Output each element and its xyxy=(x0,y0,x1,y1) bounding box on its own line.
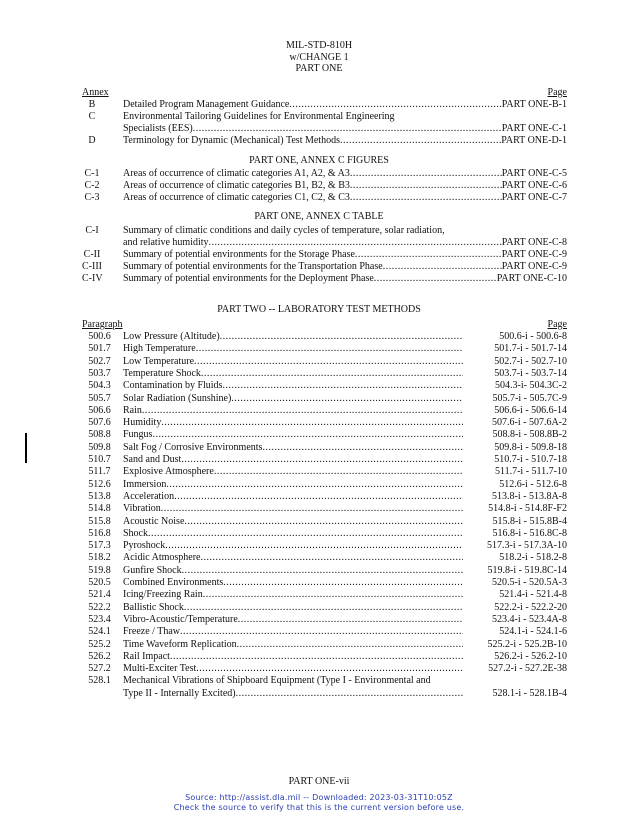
entry-page: 522.2-i - 522.2-20 xyxy=(494,601,567,613)
entry-page: 518.2-i - 518.2-8 xyxy=(499,552,567,564)
entry-leader xyxy=(123,417,463,429)
leader-dots xyxy=(350,180,502,192)
entry-leader xyxy=(123,651,463,663)
entry-page: PART ONE-C-9 xyxy=(501,261,567,272)
entry-page: 502.7-i - 502.7-10 xyxy=(494,355,567,367)
table-heading: PART ONE, ANNEX C TABLE xyxy=(254,211,384,222)
entry-page: PART ONE-C-10 xyxy=(496,273,567,284)
paragraph-column-header: Paragraph xyxy=(82,319,123,330)
entry-page: 501.7-i - 501.7-14 xyxy=(494,343,567,355)
entry-leader xyxy=(123,602,463,614)
leader-dots xyxy=(200,552,463,564)
entry-page: 516.8-i - 516.8C-8 xyxy=(492,527,567,539)
leader-dots xyxy=(196,663,463,675)
entry-title: Time Waveform Replication xyxy=(123,638,237,650)
doc-number: MIL-STD-810H xyxy=(285,40,353,51)
leader-dots xyxy=(193,123,502,135)
method-number: 502.7 xyxy=(88,355,111,367)
method-entry xyxy=(0,639,638,651)
entry-leader xyxy=(123,192,567,204)
entry-page: 504.3-i- 504.3C-2 xyxy=(495,380,567,392)
entry-leader xyxy=(123,249,567,261)
entry-leader xyxy=(123,626,463,638)
method-entry xyxy=(0,614,638,626)
method-number: 520.5 xyxy=(88,577,111,588)
entry-leader xyxy=(123,491,463,503)
table-entry xyxy=(0,261,638,273)
leader-dots xyxy=(161,503,463,515)
table-entry xyxy=(0,273,638,285)
entry-title: and relative humidity xyxy=(123,237,209,248)
leader-dots xyxy=(203,589,463,601)
entry-page: 514.8-i - 514.8F-F2 xyxy=(488,503,567,515)
page-number: PART ONE-vii xyxy=(288,776,350,787)
method-entry xyxy=(0,343,638,355)
method-number: 516.8 xyxy=(88,527,111,539)
entry-title: Sand and Dust xyxy=(123,454,182,465)
method-entry xyxy=(0,577,638,589)
annex-entry xyxy=(0,135,638,147)
entry-page: 524.1-i - 524.1-6 xyxy=(499,626,567,638)
entry-title: Vibration xyxy=(123,503,161,515)
entry-page: PART ONE-B-1 xyxy=(501,99,567,110)
table-code: C-I xyxy=(85,225,99,236)
entry-title: Acceleration xyxy=(123,490,175,502)
entry-leader xyxy=(123,503,463,515)
entry-leader xyxy=(123,405,463,417)
annex-column-header: Annex xyxy=(82,87,109,98)
figure-code: C-2 xyxy=(84,180,100,191)
method-entry xyxy=(0,479,638,491)
annex-code: B xyxy=(88,99,96,110)
leader-dots xyxy=(262,442,463,454)
method-number: 511.7 xyxy=(88,466,111,478)
figures-heading: PART ONE, ANNEX C FIGURES xyxy=(249,155,389,166)
table-code: C-IV xyxy=(82,273,103,284)
part-two-heading: PART TWO -- LABORATORY TEST METHODS xyxy=(217,304,421,315)
entry-title: Areas of occurrence of climatic categories C1, C2, & C3 xyxy=(123,192,350,203)
entry-title: Salt Fog / Corrosive Environments xyxy=(123,441,263,453)
leader-dots xyxy=(170,651,463,663)
entry-title: Humidity xyxy=(123,417,162,429)
entry-page: 511.7-i - 511.7-10 xyxy=(494,466,567,478)
entry-title: Specialists (EES) xyxy=(123,123,193,134)
verify-line: Check the source to verify that this is the current version before use. xyxy=(173,803,465,812)
entry-page: 517.3-i - 517.3A-10 xyxy=(487,540,567,552)
leader-dots xyxy=(340,135,501,147)
entry-title: Ballistic Shock xyxy=(123,601,184,613)
method-number: 503.7 xyxy=(88,367,111,379)
entry-leader xyxy=(123,343,463,355)
leader-dots xyxy=(201,368,463,380)
leader-dots xyxy=(161,417,463,429)
entry-page: 509.8-i - 509.8-18 xyxy=(494,441,567,453)
page-column-header-2: Page xyxy=(547,319,567,330)
method-entry xyxy=(0,417,638,429)
entry-leader xyxy=(123,380,463,392)
entry-text-line: Environmental Tailoring Guidelines for Environmental Engineering xyxy=(123,111,395,122)
leader-dots xyxy=(174,491,463,503)
entry-title: Terminology for Dynamic (Mechanical) Test Methods xyxy=(123,135,340,146)
method-number: 515.8 xyxy=(88,515,111,527)
entry-title: Contamination by Fluids xyxy=(123,380,223,392)
entry-text-line: Summary of climatic conditions and daily cycles of temperature, solar radiation, xyxy=(123,225,445,236)
entry-leader xyxy=(123,368,463,380)
annex-entry xyxy=(0,111,638,135)
entry-title: Combined Environments xyxy=(123,577,224,588)
figure-code: C-1 xyxy=(84,168,100,179)
entry-leader xyxy=(123,466,463,478)
entry-title: Areas of occurrence of climatic categories B1, B2, & B3 xyxy=(123,180,350,191)
entry-page: PART ONE-D-1 xyxy=(501,135,567,146)
method-entry xyxy=(0,331,638,343)
doc-change: w/CHANGE 1 xyxy=(289,51,349,63)
source-notice xyxy=(0,793,638,813)
entry-title: Areas of occurrence of climatic categories A1, A2, & A3 xyxy=(123,168,350,179)
method-number: 519.8 xyxy=(88,564,111,576)
method-number: 527.2 xyxy=(88,663,111,675)
leader-dots xyxy=(166,479,463,491)
table-entry xyxy=(0,249,638,261)
entry-page: 506.6-i - 506.6-14 xyxy=(494,404,567,416)
method-number: 523.4 xyxy=(88,613,111,625)
leader-dots xyxy=(165,540,463,552)
figure-entry xyxy=(0,192,638,204)
entry-leader xyxy=(123,273,567,285)
entry-leader xyxy=(123,135,567,147)
leader-dots xyxy=(148,528,463,540)
method-entry xyxy=(0,675,638,700)
entry-page: 512.6-i - 512.6-8 xyxy=(499,478,567,490)
method-number: 512.6 xyxy=(88,478,111,490)
method-number: 514.8 xyxy=(88,503,111,515)
method-entry xyxy=(0,663,638,675)
leader-dots xyxy=(222,380,463,392)
entry-page: 525.2-i - 525.2B-10 xyxy=(487,638,567,650)
figure-entry xyxy=(0,168,638,180)
method-entry xyxy=(0,380,638,392)
method-entry xyxy=(0,540,638,552)
method-number: 506.6 xyxy=(88,404,111,416)
method-entry xyxy=(0,651,638,663)
entry-leader xyxy=(123,123,567,135)
entry-page: 507.6-i - 507.6A-2 xyxy=(492,417,567,429)
leader-dots xyxy=(355,249,502,261)
method-number: 504.3 xyxy=(88,380,111,392)
entry-page: 520.5-i - 520.5A-3 xyxy=(492,577,567,588)
method-entry xyxy=(0,602,638,614)
leader-dots xyxy=(223,577,463,589)
doc-part: PART ONE xyxy=(295,63,343,74)
leader-dots xyxy=(194,356,463,368)
method-entry xyxy=(0,565,638,577)
method-entry xyxy=(0,589,638,601)
entry-page: PART ONE-C-7 xyxy=(501,192,567,203)
table-code: C-III xyxy=(82,261,102,272)
entry-page: 526.2-i - 526.2-10 xyxy=(494,650,567,662)
entry-page: PART ONE-C-8 xyxy=(501,237,567,248)
entry-page: PART ONE-C-5 xyxy=(501,168,567,179)
leader-dots xyxy=(236,688,463,700)
method-number: 500.6 xyxy=(88,331,111,342)
entry-title: Multi-Exciter Test xyxy=(123,663,197,675)
entry-leader xyxy=(123,168,567,180)
entry-title: Summary of potential environments for the Deployment Phase xyxy=(123,273,374,284)
annex-code: C xyxy=(88,111,96,122)
method-entry xyxy=(0,626,638,638)
leader-dots xyxy=(184,516,463,528)
entry-leader xyxy=(123,577,463,589)
entry-page: 521.4-i - 521.4-8 xyxy=(499,589,567,601)
entry-title: Rain xyxy=(123,404,142,416)
entry-title: Fungus xyxy=(123,429,153,441)
method-number: 526.2 xyxy=(88,650,111,662)
entry-page: 528.1-i - 528.1B-4 xyxy=(492,687,567,699)
entry-page: 527.2-i - 527.2E-38 xyxy=(488,663,567,675)
change-bar xyxy=(25,433,27,463)
entry-leader xyxy=(123,663,463,675)
leader-dots xyxy=(214,466,463,478)
method-entry xyxy=(0,466,638,478)
leader-dots xyxy=(220,331,463,343)
entry-leader xyxy=(123,261,567,273)
entry-leader xyxy=(123,442,463,454)
method-entry xyxy=(0,356,638,368)
figure-entry xyxy=(0,180,638,192)
leader-dots xyxy=(142,405,463,417)
entry-leader xyxy=(123,528,463,540)
leader-dots xyxy=(209,237,502,249)
method-entry xyxy=(0,552,638,564)
table-code: C-II xyxy=(83,249,101,260)
entry-leader xyxy=(123,99,567,111)
method-entry xyxy=(0,442,638,454)
entry-leader xyxy=(123,429,463,441)
method-number: 518.2 xyxy=(88,552,111,564)
entry-page: 508.8-i - 508.8B-2 xyxy=(492,429,567,441)
annex-code: D xyxy=(88,135,96,146)
method-number: 524.1 xyxy=(88,626,111,638)
method-number: 507.6 xyxy=(88,417,111,429)
entry-leader xyxy=(123,237,567,249)
entry-leader xyxy=(123,393,463,405)
entry-leader xyxy=(123,516,463,528)
entry-page: PART ONE-C-1 xyxy=(501,123,567,134)
entry-page: 500.6-i - 500.6-8 xyxy=(499,331,567,342)
entry-title: Gunfire Shock xyxy=(123,564,182,576)
entry-title: Low Temperature xyxy=(123,355,195,367)
entry-leader xyxy=(123,552,463,564)
entry-title: High Temperature xyxy=(123,343,196,355)
annex-entry xyxy=(0,99,638,111)
entry-page: 519.8-i - 519.8C-14 xyxy=(487,564,567,576)
leader-dots xyxy=(350,168,502,180)
entry-title: Shock xyxy=(123,527,148,539)
method-number: 517.3 xyxy=(88,540,111,552)
entry-title: Type II - Internally Excited) xyxy=(123,687,236,699)
method-entry xyxy=(0,368,638,380)
entry-page: 505.7-i - 505.7C-9 xyxy=(492,392,567,404)
entry-title: Summary of potential environments for the Transportation Phase xyxy=(123,261,383,272)
document-header xyxy=(0,40,638,75)
method-number: 508.8 xyxy=(88,429,111,441)
method-number: 528.1 xyxy=(88,675,111,687)
entry-leader xyxy=(123,565,463,577)
leader-dots xyxy=(180,626,463,638)
method-number: 521.4 xyxy=(88,589,111,601)
entry-title: Vibro-Acoustic/Temperature xyxy=(123,613,238,625)
entry-title: Acidic Atmosphere xyxy=(123,552,201,564)
entry-leader xyxy=(123,180,567,192)
method-entry xyxy=(0,528,638,540)
method-number: 510.7 xyxy=(88,454,111,465)
entry-page: PART ONE-C-9 xyxy=(501,249,567,260)
leader-dots xyxy=(374,273,497,285)
entry-title: Solar Radiation (Sunshine) xyxy=(123,392,232,404)
entry-page: 503.7-i - 503.7-14 xyxy=(494,367,567,379)
leader-dots xyxy=(231,393,463,405)
entry-page: 510.7-i - 510.7-18 xyxy=(494,454,567,465)
method-entry xyxy=(0,516,638,528)
entry-leader xyxy=(123,639,463,651)
entry-leader xyxy=(123,454,463,466)
page-column-header: Page xyxy=(547,87,567,98)
entry-title: Temperature Shock xyxy=(123,367,201,379)
method-entry xyxy=(0,405,638,417)
entry-text-line: Mechanical Vibrations of Shipboard Equipment (Type I - Environmental and xyxy=(123,675,431,687)
leader-dots xyxy=(182,565,463,577)
entry-leader xyxy=(123,589,463,601)
entry-title: Detailed Program Management Guidance xyxy=(123,99,290,110)
figure-code: C-3 xyxy=(84,192,100,203)
entry-page: 523.4-i - 523.4A-8 xyxy=(492,613,567,625)
entry-leader xyxy=(123,540,463,552)
entry-title: Low Pressure (Altitude) xyxy=(123,331,220,342)
entry-leader xyxy=(123,356,463,368)
method-number: 525.2 xyxy=(88,638,111,650)
method-entry xyxy=(0,503,638,515)
entry-title: Icing/Freezing Rain xyxy=(123,589,203,601)
entry-title: Acoustic Noise xyxy=(123,515,185,527)
method-number: 505.7 xyxy=(88,392,111,404)
leader-dots xyxy=(196,343,463,355)
method-number: 522.2 xyxy=(88,601,111,613)
leader-dots xyxy=(289,99,501,111)
entry-title: Freeze / Thaw xyxy=(123,626,181,638)
entry-leader xyxy=(123,331,463,343)
entry-page: 513.8-i - 513.8A-8 xyxy=(492,490,567,502)
entry-title: Rail Impact xyxy=(123,650,170,662)
method-entry xyxy=(0,454,638,466)
entry-leader xyxy=(123,479,463,491)
entry-leader xyxy=(123,614,463,626)
leader-dots xyxy=(152,429,463,441)
leader-dots xyxy=(238,614,463,626)
entry-title: Summary of potential environments for the Storage Phase xyxy=(123,249,355,260)
leader-dots xyxy=(383,261,502,273)
entry-title: Explosive Atmosphere xyxy=(123,466,214,478)
source-line: Source: http://assist.dla.mil -- Downloaded: 2023-03-31T10:05Z xyxy=(185,793,453,802)
leader-dots xyxy=(184,602,463,614)
entry-page: PART ONE-C-6 xyxy=(501,180,567,191)
method-entry xyxy=(0,491,638,503)
leader-dots xyxy=(350,192,502,204)
method-number: 501.7 xyxy=(88,343,111,355)
method-number: 509.8 xyxy=(88,441,111,453)
method-entry xyxy=(0,429,638,441)
leader-dots xyxy=(237,639,463,651)
entry-leader xyxy=(123,688,463,700)
entry-page: 515.8-i - 515.8B-4 xyxy=(492,515,567,527)
leader-dots xyxy=(181,454,463,466)
method-number: 513.8 xyxy=(88,490,111,502)
table-entry xyxy=(0,225,638,249)
method-entry xyxy=(0,393,638,405)
entry-title: Immersion xyxy=(123,478,167,490)
entry-title: Pyroshock xyxy=(123,540,166,552)
